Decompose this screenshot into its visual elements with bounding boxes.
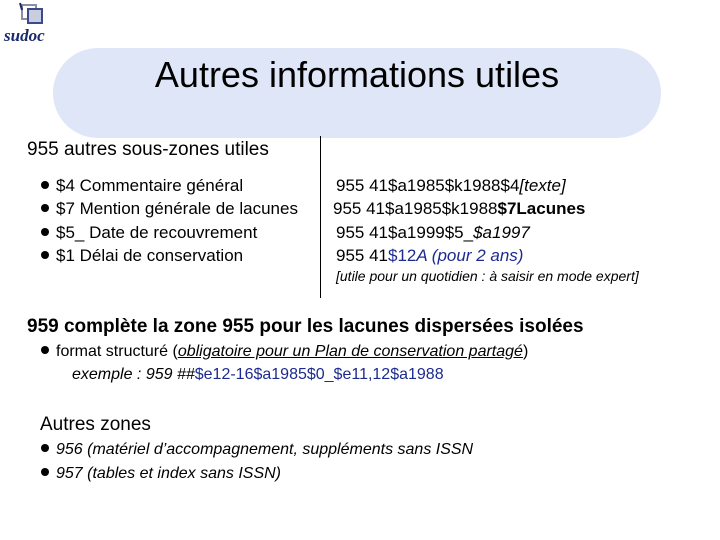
section-955-heading: 955 autres sous-zones utiles [27,139,269,160]
list-item: 957 (tables et index sans ISSN) [41,465,281,483]
bullet-icon [41,444,49,452]
logo-mark-icon [4,2,66,28]
list-item: $1 Délai de conservation [41,246,243,266]
autres-zones-heading: Autres zones [40,414,151,435]
example-959: exemple : 959 ##$e12-16$a1985$0_$e11,12$a1988 [72,366,444,383]
list-item: 956 (matériel d’accompagnement, suppléments sans ISSN [41,441,473,459]
logo-text: sudoc [4,26,45,45]
example-955-3: 955 41$a1999$5_$a1997 [336,223,530,242]
section-959-heading: 959 complète la zone 955 pour les lacunes dispersées isolées [27,316,584,337]
example-955-2: 955 41$a1985$k1988$7Lacunes [333,199,586,218]
bullet-icon [41,346,49,354]
list-item: $4 Commentaire général [41,176,243,196]
bullet-icon [41,468,49,476]
bullet-icon [41,251,49,259]
example-note: [utile pour un quotidien : à saisir en mode expert] [336,268,639,284]
list-item: $5_ Date de recouvrement [41,223,257,243]
example-955-1: 955 41$a1985$k1988$4[texte] [336,176,566,195]
page-title: Autres informations utiles [154,54,560,95]
list-item: $7 Mention générale de lacunes [41,199,298,219]
list-item: format structuré (obligatoire pour un Plan de conservation partagé) [41,343,528,361]
title-banner [53,48,661,138]
bullet-icon [41,204,49,212]
bullet-icon [41,228,49,236]
sudoc-logo [4,2,66,48]
bullet-icon [41,181,49,189]
column-divider [320,136,321,298]
example-955-4: 955 41$12A (pour 2 ans) [336,246,524,265]
